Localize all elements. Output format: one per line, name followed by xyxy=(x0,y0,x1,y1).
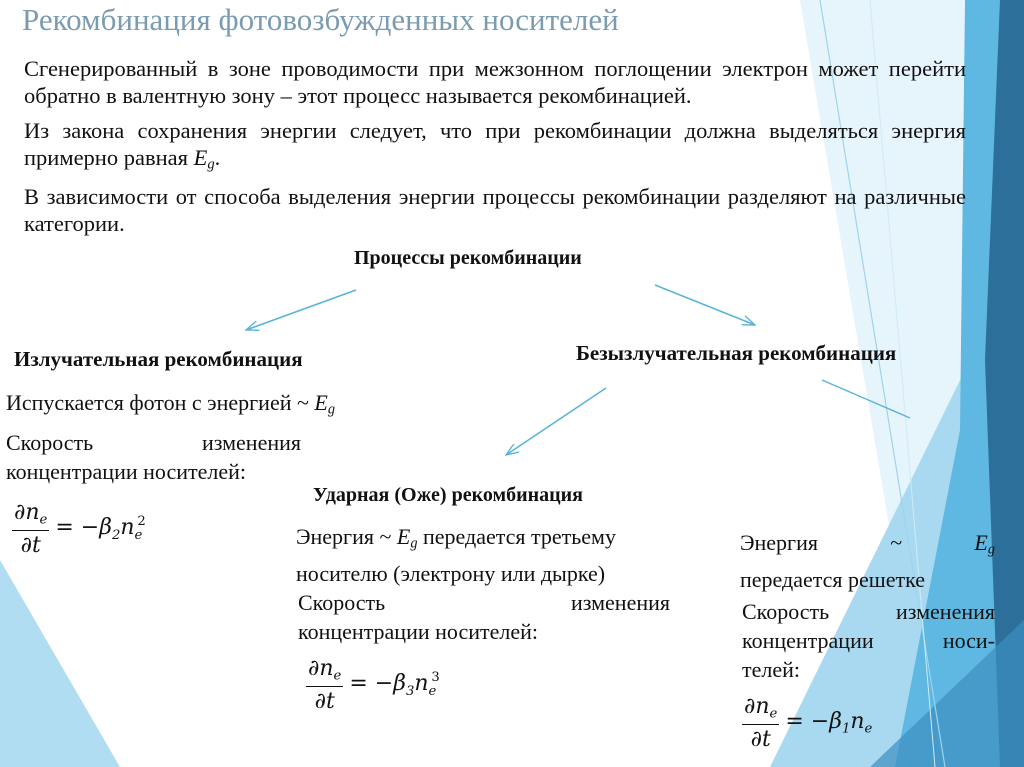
lattice-energy-subscript: g xyxy=(987,541,995,558)
radiative-title: Излучательная рекомбинация xyxy=(14,347,303,371)
radiative-formula-num-sub: e xyxy=(39,512,48,528)
lattice-rate-text xyxy=(742,597,995,684)
auger-energy-label-2: передается третьему xyxy=(417,524,616,549)
intro-paragraph-3 xyxy=(24,183,966,237)
lattice-rate-line-3: телей: xyxy=(742,657,801,682)
auger-formula-numerator: ∂n xyxy=(308,656,334,681)
auger-energy-text xyxy=(296,522,616,588)
lattice-formula-num-sub: e xyxy=(769,706,778,722)
lattice-tilde: ~ xyxy=(890,530,903,555)
radiative-rate-line-2: концентрации носителей: xyxy=(6,459,246,484)
radiative-rate-word-1: Скорость xyxy=(6,430,94,455)
radiative-formula-denominator: ∂t xyxy=(20,532,41,558)
auger-title: Ударная (Оже) рекомбинация xyxy=(313,484,583,506)
lattice-energy-word: Энергия xyxy=(740,530,818,555)
lattice-formula-var: n xyxy=(850,709,865,734)
radiative-formula-coef-sub: 2 xyxy=(111,528,121,544)
radiative-formula-var: n xyxy=(120,515,135,541)
lattice-energy-text xyxy=(740,528,995,594)
auger-rate-line-2: концентрации носителей: xyxy=(298,619,538,644)
auger-energy-line-1 xyxy=(296,522,616,559)
auger-formula-denominator: ∂t xyxy=(314,688,335,714)
auger-formula-var-sub: e xyxy=(428,684,437,700)
lattice-formula-denominator: ∂t xyxy=(750,726,771,752)
lattice-formula-eq: = −β xyxy=(785,709,842,734)
lattice-formula-fraction xyxy=(742,694,779,752)
auger-formula-eq: = −β xyxy=(349,671,406,697)
auger-rate-text xyxy=(298,588,670,646)
energy-subscript: g xyxy=(207,156,215,173)
lattice-energy-symbol: E xyxy=(974,530,988,555)
radiative-formula-power: 2 xyxy=(137,514,146,530)
radiative-formula-var-sub: e xyxy=(134,528,143,544)
nonradiative-title: Безызлучательная рекомбинация xyxy=(576,341,897,365)
arrow-to-nonradiative xyxy=(655,285,755,325)
intro-paragraph-2 xyxy=(24,117,966,179)
lattice-rate-line-2 xyxy=(742,626,995,655)
intro-text-3: В зависимости от способа выделения энергии процессы рекомбинации разделяют на различные категории. xyxy=(24,184,966,236)
lattice-rate-word-2: изменения xyxy=(895,599,995,624)
lattice-rate-word-1: Скорость xyxy=(742,599,830,624)
auger-energy-subscript: g xyxy=(410,535,418,552)
intro-text-2: Из закона сохранения энергии следует, что при рекомбинации должна выделяться энергия примерно равная xyxy=(24,118,966,170)
auger-energy-label: Энергия ~ xyxy=(296,524,397,549)
radiative-energy-symbol: E xyxy=(314,390,328,415)
auger-formula-power: 3 xyxy=(431,670,440,686)
intro-paragraph-1 xyxy=(24,55,966,109)
lattice-rate-line-1 xyxy=(742,597,995,626)
radiative-formula-numerator: ∂n xyxy=(14,500,40,525)
arrow-to-auger xyxy=(506,388,606,455)
lattice-formula-coef-sub: 1 xyxy=(841,721,851,737)
slide-title: Рекомбинация фотовозбужденных носителей xyxy=(22,2,619,37)
auger-energy-symbol: E xyxy=(396,524,411,549)
lattice-energy-line-2: передается решетке xyxy=(740,566,925,592)
radiative-rate-formula xyxy=(12,500,146,558)
auger-energy-line-2: носителю (электрону или дырке) xyxy=(296,560,606,586)
intro-text-2-end: . xyxy=(214,145,221,170)
arrow-to-radiative xyxy=(246,290,356,330)
lattice-formula-numerator: ∂n xyxy=(744,694,770,719)
lattice-formula-var-sub: e xyxy=(864,721,873,737)
auger-formula-coef-sub: 3 xyxy=(405,684,415,700)
radiative-rate-word-2: изменения xyxy=(201,430,301,455)
auger-formula-var: n xyxy=(414,671,429,697)
auger-rate-word-1: Скорость xyxy=(298,590,386,615)
radiative-rate-line-1 xyxy=(6,428,301,457)
lattice-energy-line-1 xyxy=(740,528,995,565)
radiative-formula-fraction xyxy=(12,500,49,558)
radiative-formula-eq: = −β xyxy=(55,515,112,541)
left-accent-band xyxy=(0,560,120,767)
diagram-root-label: Процессы рекомбинации xyxy=(354,247,582,269)
lattice-rate-line-2-word-1: концентрации xyxy=(742,628,874,653)
lattice-rate-formula xyxy=(742,694,872,752)
lattice-rate-line-2-word-2: носи- xyxy=(942,628,995,653)
radiative-photon-text xyxy=(6,390,335,419)
auger-rate-word-2: изменения xyxy=(570,590,670,615)
auger-formula-num-sub: e xyxy=(333,668,342,684)
intro-text-1: Сгенерированный в зоне проводимости при межзонном поглощении электрон может перейти обратно в валентную зону – этот процесс называется рекомбинацией. xyxy=(24,56,966,108)
radiative-rate-text xyxy=(6,428,301,486)
radiative-photon-label: Испускается фотон с энергией ~ xyxy=(6,390,315,415)
radiative-energy-subscript: g xyxy=(327,401,335,418)
auger-formula-fraction xyxy=(306,656,343,714)
energy-symbol: E xyxy=(193,145,208,170)
auger-rate-formula xyxy=(306,656,440,714)
auger-rate-line-1 xyxy=(298,588,670,617)
